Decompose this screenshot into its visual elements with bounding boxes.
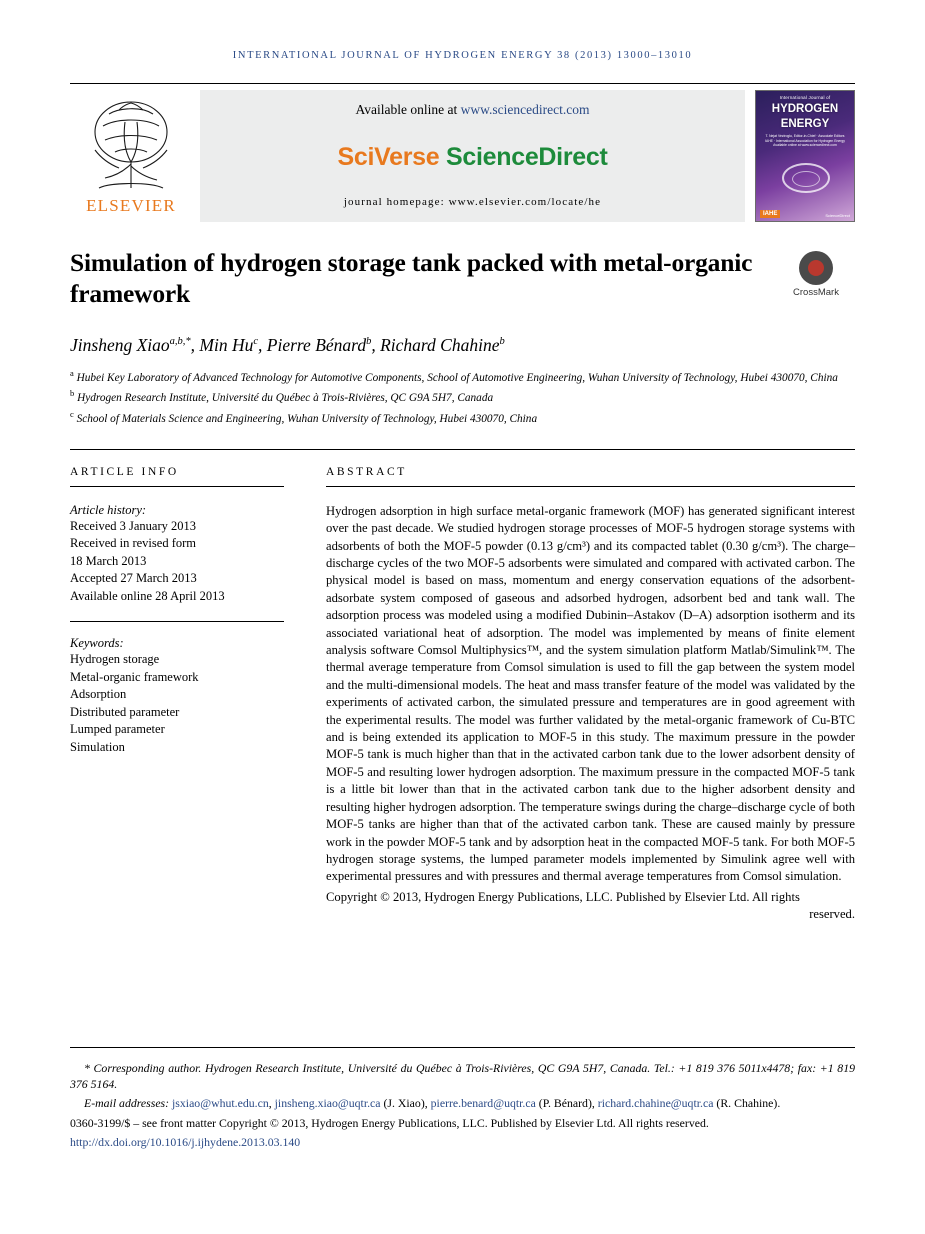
- history-item: Available online 28 April 2013: [70, 588, 225, 603]
- abstract-copyright-tail: reserved.: [809, 907, 855, 922]
- article-info-column: [70, 466, 302, 924]
- journal-homepage: journal homepage: www.elsevier.com/locate/he: [343, 196, 602, 208]
- keyword-item: Hydrogen storage: [70, 652, 160, 667]
- cover-mid-text: T. Nejat Veziroglu, Editor-in-Chief · Associate Editors IAHE · International Association for Hydrogen Energy Available online at www.sciencedirect.com: [765, 134, 845, 148]
- abstract-copyright: [326, 889, 855, 924]
- title-row: [70, 247, 855, 309]
- crossmark-badge[interactable]: [777, 247, 855, 298]
- elsevier-logo: [70, 90, 192, 223]
- author-1: Jinsheng Xiao$^{a,b,*}$: [70, 335, 191, 355]
- keyword-item: Simulation: [70, 739, 125, 754]
- affiliation-b: $^b$ Hydrogen Research Institute, Université du Québec à Trois-Rivières, QC G9A 5H7, Canada: [70, 388, 494, 405]
- author-2: Min Hu$^c$: [199, 335, 259, 355]
- journal-cover-image: [755, 90, 855, 222]
- email-link-2[interactable]: jinsheng.xiao@uqtr.ca: [274, 1096, 381, 1111]
- email-addresses-note: [70, 1095, 855, 1111]
- sciverse-sciencedirect-logo: [337, 143, 607, 172]
- email-link-1[interactable]: jsxiao@whut.edu.cn: [172, 1096, 269, 1111]
- doi-link[interactable]: http://dx.doi.org/10.1016/j.ijhydene.2013.03.140: [70, 1134, 301, 1149]
- corresponding-author-note: * Corresponding author. Hydrogen Research Institute, Université du Québec à Trois-Rivières, QC G9A 5H7, Canada. Tel.: +1 819 376 5011x4478; fax: +1 819 376 5164.: [70, 1061, 855, 1092]
- page-title: Simulation of hydrogen storage tank packed with metal-organic framework: [70, 248, 753, 308]
- author-4-sup: b: [499, 336, 505, 348]
- history-item: 18 March 2013: [70, 553, 147, 568]
- abstract-text-block: [326, 503, 855, 924]
- article-history-title: Article history:: [70, 502, 147, 517]
- email-link-4[interactable]: richard.chahine@uqtr.ca: [597, 1096, 714, 1111]
- history-item: Accepted 27 March 2013: [70, 571, 197, 586]
- keywords-rule: [70, 621, 284, 622]
- cover-footer: [756, 210, 854, 221]
- email-sep-2: (J. Xiao),: [380, 1096, 431, 1111]
- issn-copyright-line: 0360-3199/$ – see front matter Copyright © 2013, Hydrogen Energy Publications, LLC. Published by Elsevier Ltd. All rights reserved.: [70, 1115, 709, 1130]
- running-head: INTERNATIONAL JOURNAL OF HYDROGEN ENERGY 38 (2013) 13000–13010: [232, 50, 693, 61]
- abstract-rule: [326, 486, 855, 487]
- sciencedirect-link[interactable]: www.sciencedirect.com: [460, 102, 590, 117]
- author-1-sup: a,b,*: [169, 336, 191, 348]
- footnotes: [70, 1047, 855, 1153]
- abstract-copyright-text: Copyright © 2013, Hydrogen Energy Publications, LLC. Published by Elsevier Ltd. All rights: [326, 889, 800, 904]
- elsevier-wordmark: ELSEVIER: [86, 196, 176, 215]
- email-sep-3: (P. Bénard),: [535, 1096, 598, 1111]
- abstract-text: Hydrogen adsorption in high surface metal-organic framework (MOF) has generated significant interest over the past decade. We studied hydrogen storage processes of MOF-5 hydrogen storage systems with adsorbents of both the MOF-5 powder (0.13 g/cm³) and its compacted tablet (0.30 g/cm³). The charge–discharge cycles of the two MOF-5 adsorbents were simulated and compared with activated carbon. The physical model is based on mass, momentum and energy conservation equations of the adsorbent-adsorbate system composed of gaseous and adsorbed hydrogen, adsorbent bed and tank wall. The adsorption process was modeled using a modified Dubinin–Astakov (D–A) adsorption isotherm and its associated variational heat of adsorption. The model was implemented by means of finite element analysis software Comsol Multiphysics™, and the system simulation platform Matlab/Simulink™. The thermal average temperature from Comsol simulation is used to fill the gap between the system model and the multi-dimensional models. The heat and mass transfer feature of the model was validated by the experiments of activated carbon, the simulated pressure and temperatures are in good agreement with the experimental results. The model was further validated by the metal-organic framework of Cu-BTC and is being extended its application to MOF-5 in this study. The maximum pressure in the powder MOF-5 tank is much higher than that in the activated carbon tank due to the lower adsorbent density of MOF-5 and resulting lower hydrogen adsorption. The maximum pressure in the compacted MOF-5 tank is a little bit lower than that in the activated carbon tank due to the higher adsorbent density and resulting higher hydrogen adsorption. The temperature swings during the charge–discharge cycle of both MOF-5 tanks are higher than that of the activated carbon tank. These are caused mainly by pressure work in the powder MOF-5 tank and by adsorption heat in the compacted MOF-5 tank. For both MOF-5 hydrogen storage systems, the lumped parameter models implemented by Simulink agree well with experimental pressures and with pressures and thermal average temperatures from Comsol simulation.: [326, 503, 855, 884]
- affiliation-a: $^a$ Hubei Key Laboratory of Advanced Technology for Automotive Components, School of Automotive Engineering, Wuhan University of Technology, Hubei 430070, China: [70, 368, 838, 384]
- affiliation-list: [70, 366, 855, 427]
- keyword-item: Adsorption: [70, 687, 127, 702]
- cover-top-line: International Journal of: [779, 95, 831, 100]
- doi-line: [70, 1134, 855, 1150]
- cover-iahe-badge: IAHE: [760, 210, 780, 218]
- author-list: Jinsheng Xiao$^{a,b,*}$, Min Hu$^c$, Pierre Bénard$^b$, Richard Chahine$^b$: [70, 335, 505, 355]
- keyword-item: Lumped parameter: [70, 722, 165, 737]
- email-sep-1: ,: [268, 1096, 275, 1111]
- author-3-sup: b: [366, 336, 372, 348]
- available-online-text: Available online at: [355, 102, 461, 117]
- keyword-item: Metal-organic framework: [70, 669, 199, 684]
- sciencedirect-word: ScienceDirect: [446, 142, 608, 171]
- email-sep-4: (R. Chahine).: [713, 1096, 781, 1111]
- article-info-rule: [70, 486, 284, 487]
- crossmark-label: CrossMark: [793, 287, 839, 298]
- email-link-3[interactable]: pierre.benard@uqtr.ca: [430, 1096, 536, 1111]
- history-item: Received 3 January 2013: [70, 518, 197, 533]
- masthead: [70, 83, 855, 223]
- elsevier-tree-icon: [79, 92, 183, 194]
- crossmark-icon: [799, 251, 833, 285]
- keyword-item: Distributed parameter: [70, 704, 180, 719]
- author-3: Pierre Bénard$^b$: [266, 335, 372, 355]
- affiliation-c: $^c$ School of Materials Science and Engineering, Wuhan University of Technology, Hubei 430070, China: [70, 408, 538, 425]
- author-4: Richard Chahine$^b$: [380, 335, 505, 355]
- cover-sciencedirect-badge: ScienceDirect: [825, 213, 850, 218]
- article-info-heading: ARTICLE INFO: [70, 465, 179, 478]
- cover-inner-ring-decoration: [792, 171, 820, 187]
- available-online-line: [356, 102, 590, 118]
- sciencedirect-banner: [200, 90, 745, 222]
- keywords-title: Keywords:: [70, 636, 124, 651]
- cover-title-line2: ENERGY: [780, 118, 830, 130]
- history-item: Received in revised form: [70, 536, 196, 551]
- author-2-sup: c: [253, 336, 259, 348]
- sciverse-word: SciVerse: [337, 142, 440, 171]
- info-abstract-row: [70, 449, 855, 924]
- abstract-heading: ABSTRACT: [326, 465, 407, 478]
- cover-title-line1: HYDROGEN: [771, 103, 839, 115]
- email-label: E-mail addresses:: [84, 1096, 170, 1111]
- abstract-column: [302, 466, 855, 924]
